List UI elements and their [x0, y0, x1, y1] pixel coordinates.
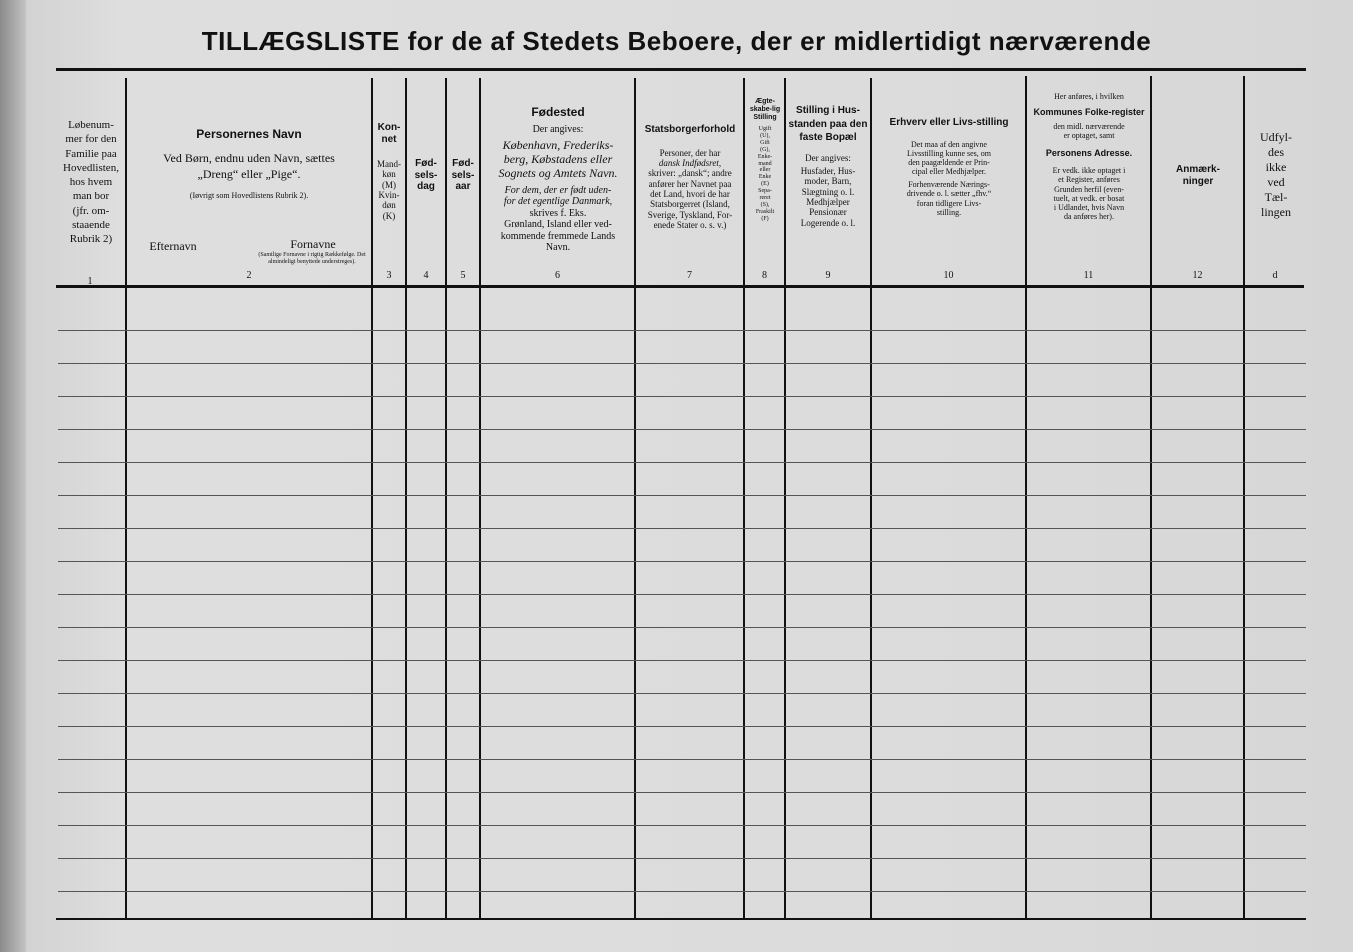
- entry-row-line: [58, 891, 1306, 892]
- entry-row-line: [58, 660, 1306, 661]
- entry-row-line: [58, 396, 1306, 397]
- col-9-header: Stilling i Hus-standen paa den faste Bopæl Der angives: Husfader, Hus- moder, Barn, Slægtning o. l. Medhjælper Pensionær Logerende o. l.: [788, 105, 868, 228]
- col-5-header: Fød-sels-aar: [451, 158, 475, 192]
- col-number: 3: [386, 270, 392, 281]
- header-bottom-rule: [56, 285, 1304, 288]
- entry-row-line: [58, 594, 1306, 595]
- col-number: 10: [943, 270, 954, 281]
- top-rule: [56, 68, 1306, 71]
- col-number: 1: [87, 276, 93, 287]
- col-number: 12: [1192, 270, 1203, 281]
- col-number: 8: [762, 270, 767, 281]
- entry-row-line: [58, 528, 1306, 529]
- entry-row-line: [58, 363, 1306, 364]
- entry-row-line: [58, 726, 1306, 727]
- col-10-header: Erhverv eller Livs-stilling Det maa af den angivne Livsstilling kunne ses, om den paagældende er Prin- cipal eller Medhjælper. Forhenværende Nærings- drivende o. l. sætter „fhv.“ foran tidligere Livs- stilling.: [889, 117, 1009, 217]
- entry-row-line: [58, 759, 1306, 760]
- col-1-header: Løbenum- mer for den Familie paa Hovedlisten, hos hvem man bor (jfr. om- staaende Rubrik 2): [63, 119, 119, 246]
- col-6-header: Fødested Der angives: København, Frederiks- berg, Købstadens eller Sognets og Amtets Navn. For dem, der er født uden- for det egentlige Danmark, skrives f. Eks. Grønland, Island eller ved- kommende fremmede Lands Navn.: [498, 105, 618, 254]
- col-2-header: Personernes Navn Ved Børn, endnu uden Navn, sættes „Dreng“ eller „Pige“. (Iøvrigt som Hovedlistens Rubrik 2).: [163, 127, 335, 201]
- col-number: 2: [246, 270, 252, 281]
- entry-row-line: [58, 858, 1306, 859]
- col-number: 9: [825, 270, 831, 281]
- entry-row-line: [58, 330, 1306, 331]
- entry-row-line: [58, 462, 1306, 463]
- col-4-header: Fød-sels-dag: [414, 158, 438, 192]
- col-number: 11: [1083, 270, 1094, 281]
- col-7-header: Statsborgerforhold Personer, der har dansk Indfødsret, skriver: „dansk“; andre anfører her Navnet paa det Land, hvori de har Statsborgerret (Island, Sverige, Tyskland, For- enede Stater o. s. v.): [644, 124, 736, 230]
- binding-edge: [0, 0, 26, 952]
- given-names-label: Fornavne: [290, 237, 336, 251]
- col-d-header: Udfyl- des ikke ved Tæl- lingen: [1260, 130, 1292, 219]
- col-11-header: Her anføres, i hvilken Kommunes Folke-register den midl. nærværende er optaget, samt Personens Adresse. Er vedk. ikke optaget i et Register, anføres Grunden herfil (even- tuelt, at vedk. er bosat i Udlandet, hvis Navn da anføres her).: [1033, 92, 1145, 222]
- col-number: 5: [460, 270, 466, 281]
- col-12-header: Anmærk-ninger: [1176, 164, 1220, 187]
- col-number: 4: [423, 270, 429, 281]
- entry-row-line: [58, 561, 1306, 562]
- col-8-header: Ægte-skabe-lig Stilling Ugift (U), Gift (G), Enke- mand eller Enke (E) Sepa- reret (S), Fraskilt (F): [749, 98, 781, 222]
- entry-row-line: [58, 495, 1306, 496]
- col-number: 7: [687, 270, 692, 281]
- col-3-header: Kon-net Mand- køn (M) Kvin- døn (K): [377, 122, 401, 221]
- entry-row-line: [58, 693, 1306, 694]
- given-names-note: (Samtlige Fornavne i rigtig Rækkefølge. Det almindeligt benyttede understreges).: [258, 252, 366, 265]
- entry-row-line: [58, 429, 1306, 430]
- col-number: 6: [555, 270, 560, 281]
- bottom-rule: [56, 918, 1306, 920]
- entry-row-line: [58, 825, 1306, 826]
- entry-row-line: [58, 627, 1306, 628]
- page-title: TILLÆGSLISTE for de af Stedets Beboere, der er midlertidigt nærværende: [201, 26, 1152, 56]
- surname-label: Efternavn: [149, 239, 197, 253]
- col-number: d: [1272, 270, 1278, 281]
- entry-row-line: [58, 792, 1306, 793]
